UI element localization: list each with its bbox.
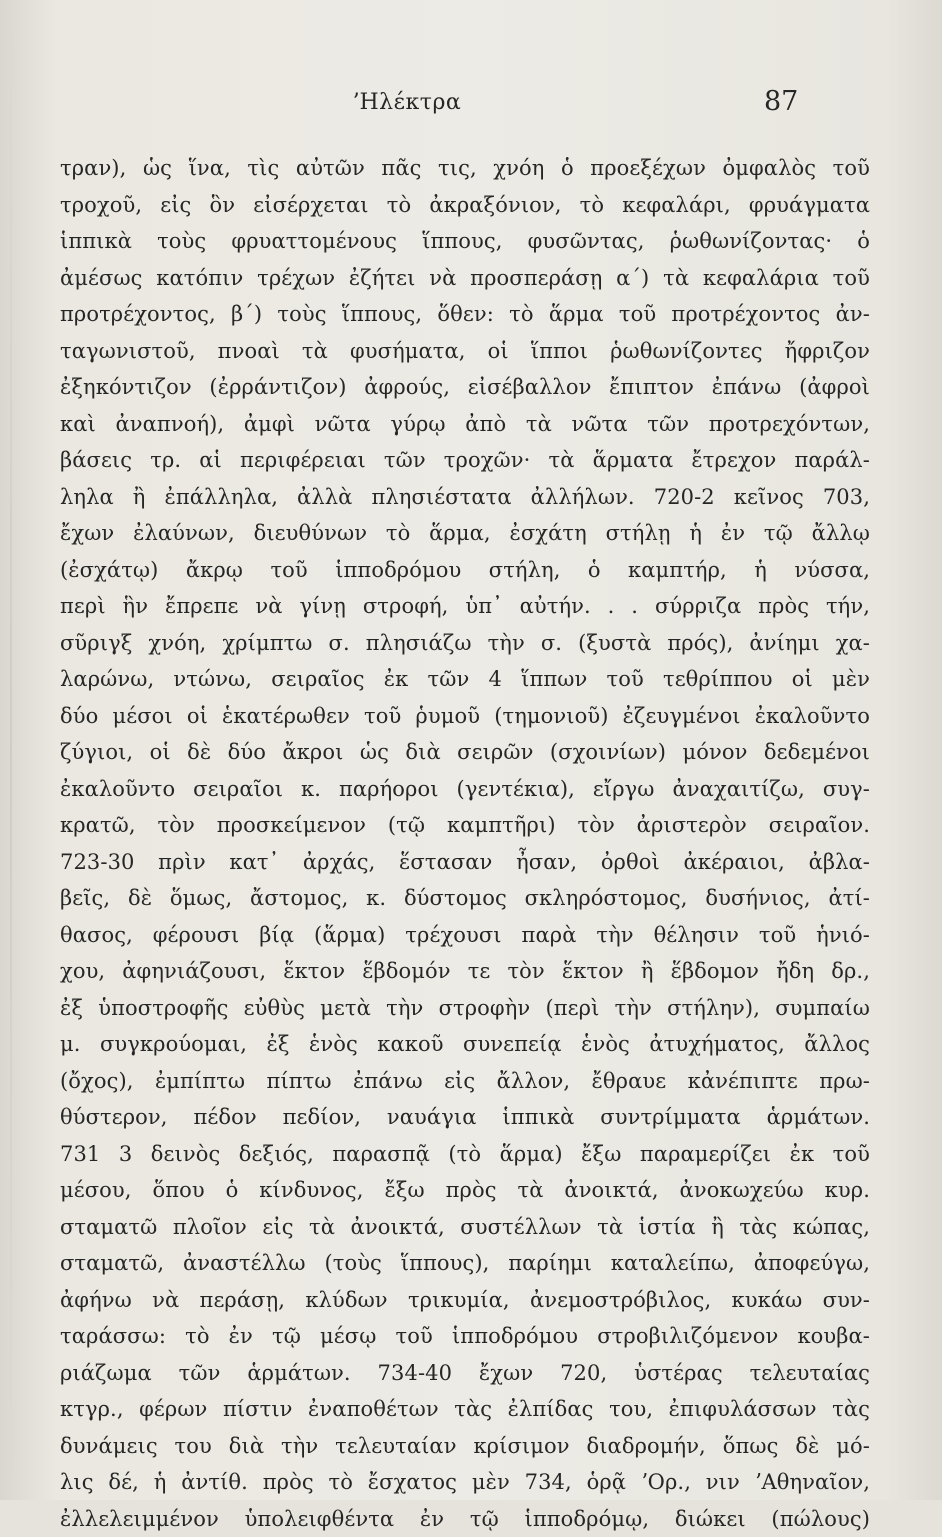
text-line: ἱππικὰ τοὺς φρυαττομένους ἵππους, φυσῶντας, ῥωθωνίζοντας· ὁ	[60, 223, 870, 260]
text-line: ἐξ ὑποστροφῆς εὐθὺς μετὰ τὴν στροφὴν (περὶ τὴν στήλην), συμπαίω	[60, 990, 870, 1027]
page-header	[0, 86, 942, 126]
text-line: σῦριγξ χνόη, χρίμπτω σ. πλησιάζω τὴν σ. (ξυστὰ πρός), ἀνίημι χα-	[60, 625, 870, 662]
running-title: ʼΗλέκτρα	[352, 90, 461, 115]
text-line: σταματῶ πλοῖον εἰς τὰ ἀνοικτά, συστέλλων τὰ ἱστία ἢ τὰς κώπας,	[60, 1209, 870, 1246]
text-line: ζύγιοι, οἱ δὲ δύο ἄκροι ὡς διὰ σειρῶν (σχοινίων) μόνον δεδεμένοι	[60, 734, 870, 771]
text-line: κρατῶ, τὸν προσκείμενον (τῷ καμπτῆρι) τὸν ἀριστερὸν σειραῖον.	[60, 807, 870, 844]
commentary-text	[60, 150, 870, 1537]
text-line: δυνάμεις του διὰ τὴν τελευταίαν κρίσιμον διαδρομήν, ὅπως δὲ μό-	[60, 1428, 870, 1465]
text-line: μ. συγκρούομαι, ἐξ ἑνὸς κακοῦ συνεπείᾳ ἑνὸς ἀτυχήματος, ἄλλος	[60, 1026, 870, 1063]
text-line: μέσου, ὅπου ὁ κίνδυνος, ἔξω πρὸς τὰ ἀνοικτά, ἀνοκωχεύω κυρ.	[60, 1172, 870, 1209]
text-line: (ὄχος), ἐμπίπτω πίπτω ἐπάνω εἰς ἄλλον, ἔθραυε κἀνέπιπτε πρω-	[60, 1063, 870, 1100]
text-line: ληλα ἢ ἐπάλληλα, ἀλλὰ πλησιέστατα ἀλλήλων. 720-2 κεῖνος 703,	[60, 479, 870, 516]
text-line: ταγωνιστοῦ, πνοαὶ τὰ φυσήματα, οἱ ἵπποι ῥωθωνίζοντες ἤφριζον	[60, 333, 870, 370]
page-edge-shadow	[10, 0, 12, 1500]
text-line: θασος, φέρουσι βίᾳ (ἅρμα) τρέχουσι παρὰ τὴν θέλησιν τοῦ ἡνιό-	[60, 917, 870, 954]
page-number: 87	[764, 86, 798, 117]
text-line: προτρέχοντος, β΄) τοὺς ἵππους, ὅθεν: τὸ ἅρμα τοῦ προτρέχοντος ἀν-	[60, 296, 870, 333]
text-line: (ἐσχάτῳ) ἄκρῳ τοῦ ἱπποδρόμου στήλη, ὁ καμπτήρ, ἡ νύσσα,	[60, 552, 870, 589]
text-line: ταράσσω: τὸ ἐν τῷ μέσῳ τοῦ ἱπποδρόμου στροβιλιζόμενον κουβα-	[60, 1318, 870, 1355]
text-line: λαρώνω, ντώνω, σειραῖος ἐκ τῶν 4 ἵππων τοῦ τεθρίππου οἱ μὲν	[60, 661, 870, 698]
text-line: ἔχων ἐλαύνων, διευθύνων τὸ ἅρμα, ἐσχάτη στήλῃ ἡ ἐν τῷ ἄλλῳ	[60, 515, 870, 552]
text-line: 723-30 πρὶν κατ᾽ ἀρχάς, ἕστασαν ἦσαν, ὀρθοὶ ἀκέραιοι, ἀβλα-	[60, 844, 870, 881]
text-line: ἀμέσως κατόπιν τρέχων ἐζήτει νὰ προσπεράσῃ α΄) τὰ κεφαλάρια τοῦ	[60, 260, 870, 297]
text-line: τροχοῦ, εἰς ὃν εἰσέρχεται τὸ ἀκραξόνιον, τὸ κεφαλάρι, φρυάγματα	[60, 187, 870, 224]
text-line: δύο μέσοι οἱ ἑκατέρωθεν τοῦ ῥυμοῦ (τημονιοῦ) ἐζευγμένοι ἐκαλοῦντο	[60, 698, 870, 735]
text-line: χου, ἀφηνιάζουσι, ἕκτον ἕβδομόν τε τὸν ἕκτον ἢ ἕβδομον ἤδη δρ.,	[60, 953, 870, 990]
text-line: 731 3 δεινὸς δεξιός, παρασπᾷ (τὸ ἅρμα) ἔξω παραμερίζει ἐκ τοῦ	[60, 1136, 870, 1173]
text-line: σταματῶ, ἀναστέλλω (τοὺς ἵππους), παρίημι καταλείπω, ἀποφεύγω,	[60, 1245, 870, 1282]
text-line: βάσεις τρ. αἱ περιφέρειαι τῶν τροχῶν· τὰ ἅρματα ἔτρεχον παράλ-	[60, 442, 870, 479]
text-line: ριάζωμα τῶν ἁρμάτων. 734-40 ἔχων 720, ὑστέρας τελευταίας	[60, 1355, 870, 1392]
text-line: θύστερον, πέδον πεδίον, ναυάγια ἱππικὰ συντρίμματα ἁρμάτων.	[60, 1099, 870, 1136]
text-line: περὶ ἣν ἔπρεπε νὰ γίνῃ στροφή, ὑπ᾽ αὐτήν. . . σύρριζα πρὸς τήν,	[60, 588, 870, 625]
text-line: τραν), ὡς ἵνα, τὶς αὐτῶν πᾶς τις, χνόη ὁ προεξέχων ὀμφαλὸς τοῦ	[60, 150, 870, 187]
text-line: ἀφήνω νὰ περάσῃ, κλύδων τρικυμία, ἀνεμοστρόβιλος, κυκάω συν-	[60, 1282, 870, 1319]
text-line: ἐκαλοῦντο σειραῖοι κ. παρήοροι (γεντέκια), εἴργω ἀναχαιτίζω, συγ-	[60, 771, 870, 808]
text-line: λις δέ, ἡ ἀντίθ. πρὸς τὸ ἔσχατος μὲν 734, ὁρᾷ ʼΟρ., νιν ʼΑθηναῖον,	[60, 1464, 870, 1501]
text-line: ἐλλελειμμένον ὑπολειφθέντα ἐν τῷ ἱπποδρόμῳ, διώκει (πώλους)	[60, 1501, 870, 1537]
text-line: κτγρ., φέρων πίστιν ἐναποθέτων τὰς ἐλπίδας του, ἐπιφυλάσσων τὰς	[60, 1391, 870, 1428]
text-line: βεῖς, δὲ ὅμως, ἄστομος, κ. δύστομος σκληρόστομος, δυσήνιος, ἀτί-	[60, 880, 870, 917]
text-line: καὶ ἀναπνοή), ἀμφὶ νῶτα γύρῳ ἀπὸ τὰ νῶτα τῶν προτρεχόντων,	[60, 406, 870, 443]
text-line: ἐξηκόντιζον (ἐρράντιζον) ἀφρούς, εἰσέβαλλον ἔπιπτον ἐπάνω (ἀφροὶ	[60, 369, 870, 406]
